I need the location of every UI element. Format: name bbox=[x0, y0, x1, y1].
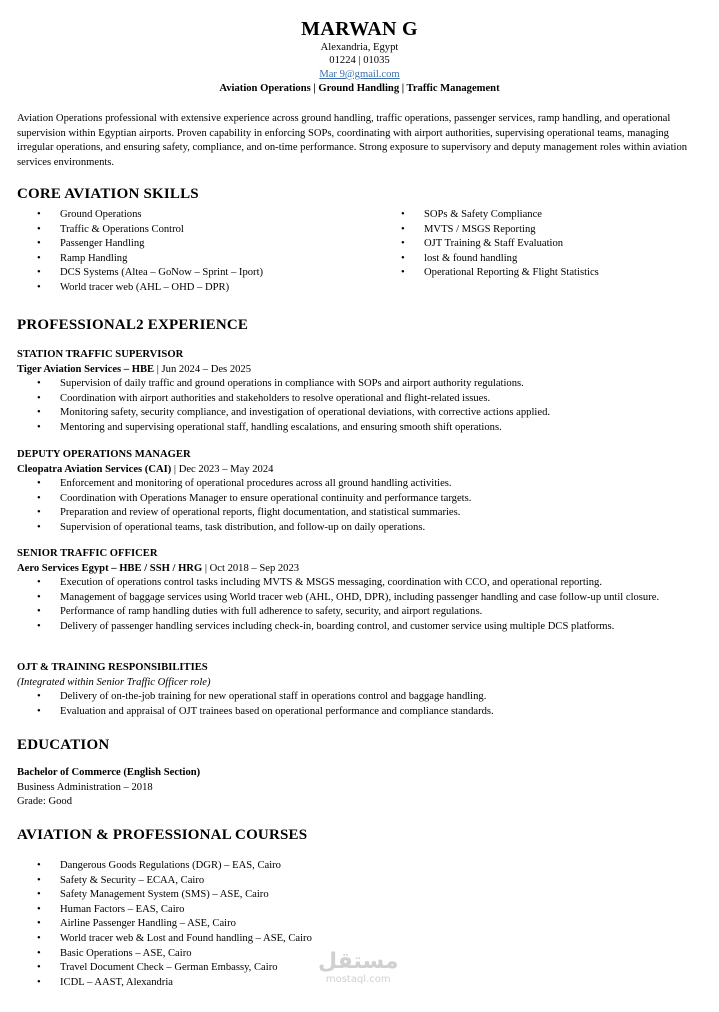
ojt-note: (Integrated within Senior Traffic Officer role) bbox=[17, 676, 211, 688]
course-item: • ICDL – AAST, Alexandria bbox=[17, 976, 703, 991]
skills-heading: CORE AVIATION SKILLS bbox=[17, 186, 199, 202]
duty-item: • Delivery of on-the-job training for new operational staff in operations control and baggage handling. bbox=[17, 690, 703, 705]
job-duties bbox=[17, 576, 703, 634]
ojt-title: OJT & TRAINING RESPONSIBILITIES bbox=[17, 662, 208, 673]
grade: Grade: Good bbox=[17, 796, 73, 808]
skill-item: • SOPs & Safety Compliance bbox=[381, 208, 701, 223]
duty-item: • Supervision of daily traffic and ground operations in compliance with SOPs and airport authority regulations. bbox=[17, 377, 703, 392]
job-entry bbox=[17, 547, 703, 635]
skills-list-right bbox=[381, 208, 701, 281]
job-duties bbox=[17, 477, 703, 535]
duty-item: • Supervision of operational teams, task distribution, and follow-up on daily operations. bbox=[17, 521, 703, 536]
skill-item: • lost & found handling bbox=[381, 252, 701, 267]
course-item: • Dangerous Goods Regulations (DGR) – EAS, Cairo bbox=[17, 859, 703, 874]
watermark-latin: mostaql.com bbox=[325, 974, 391, 985]
job-entry bbox=[17, 448, 703, 536]
duty-item: • Management of baggage services using World tracer web (AHL, OHD, DPR), including passenger handling and case follow-up until closure. bbox=[17, 591, 703, 606]
email-link[interactable]: Mar 9@gmail.com bbox=[319, 69, 400, 80]
job-dates: | Jun 2024 – Des 2025 bbox=[154, 363, 252, 375]
ojt-entry bbox=[17, 661, 703, 719]
skills-list-left bbox=[17, 208, 377, 296]
skill-item: • Ramp Handling bbox=[17, 252, 377, 267]
skill-item: • Operational Reporting & Flight Statistics bbox=[381, 266, 701, 281]
education-heading: EDUCATION bbox=[17, 737, 110, 753]
job-duties bbox=[17, 377, 703, 435]
courses-heading: AVIATION & PROFESSIONAL COURSES bbox=[17, 827, 308, 843]
duty-item: • Coordination with airport authorities and stakeholders to resolve operational and flight-related issues. bbox=[17, 392, 703, 407]
course-item: • World tracer web & Lost and Found handling – ASE, Cairo bbox=[17, 932, 703, 947]
watermark bbox=[318, 950, 398, 986]
duty-item: • Execution of operations control tasks including MVTS & MSGS messaging, coordination with CCO, and operational reporting. bbox=[17, 576, 703, 591]
phone-numbers: 01224 | 01035 bbox=[329, 55, 390, 66]
ojt-duties bbox=[17, 690, 703, 719]
location: Alexandria, Egypt bbox=[320, 42, 399, 53]
job-dates: | Dec 2023 – May 2024 bbox=[171, 463, 274, 475]
skill-item: • Ground Operations bbox=[17, 208, 377, 223]
course-item: • Basic Operations – ASE, Cairo bbox=[17, 947, 703, 962]
duty-item: • Preparation and review of operational reports, flight documentation, and statistical summaries. bbox=[17, 506, 703, 521]
job-entry bbox=[17, 348, 703, 436]
watermark-arabic: مستقل bbox=[318, 949, 399, 974]
duty-item: • Coordination with Operations Manager to ensure operational continuity and performance targets. bbox=[17, 492, 703, 507]
degree: Bachelor of Commerce (English Section) bbox=[17, 767, 201, 778]
skill-item: • MVTS / MSGS Reporting bbox=[381, 223, 701, 238]
job-title: STATION TRAFFIC SUPERVISOR bbox=[17, 349, 184, 360]
skill-item: • DCS Systems (Altea – GoNow – Sprint – Iport) bbox=[17, 266, 377, 281]
course-item: • Human Factors – EAS, Cairo bbox=[17, 903, 703, 918]
duty-item: • Enforcement and monitoring of operational procedures across all ground handling activities. bbox=[17, 477, 703, 492]
duty-item: • Delivery of passenger handling services including check-in, boarding control, and customer service using multiple DCS platforms. bbox=[17, 620, 703, 635]
duty-item: • Mentoring and supervising operational staff, handling escalations, and ensuring smooth shift operations. bbox=[17, 421, 703, 436]
job-title: DEPUTY OPERATIONS MANAGER bbox=[17, 449, 191, 460]
job-title: SENIOR TRAFFIC OFFICER bbox=[17, 548, 158, 559]
skill-item: • World tracer web (AHL – OHD – DPR) bbox=[17, 281, 377, 296]
skill-item: • Traffic & Operations Control bbox=[17, 223, 377, 238]
course-item: • Airline Passenger Handling – ASE, Cairo bbox=[17, 917, 703, 932]
candidate-name: MARWAN G bbox=[301, 18, 418, 40]
company-name: Tiger Aviation Services – HBE bbox=[17, 363, 155, 375]
headline: Aviation Operations | Ground Handling | Traffic Management bbox=[219, 83, 500, 94]
duty-item: • Evaluation and appraisal of OJT trainees based on operational performance and compliance standards. bbox=[17, 705, 703, 720]
duty-item: • Monitoring safety, security compliance, and investigation of operational deviations, with corrective actions applied. bbox=[17, 406, 703, 421]
skill-item: • Passenger Handling bbox=[17, 237, 377, 252]
education-entry bbox=[17, 766, 703, 810]
course-item: • Safety & Security – ECAA, Cairo bbox=[17, 874, 703, 889]
skill-item: • OJT Training & Staff Evaluation bbox=[381, 237, 701, 252]
company-name: Aero Services Egypt – HBE / SSH / HRG bbox=[17, 562, 203, 574]
job-dates: | Oct 2018 – Sep 2023 bbox=[202, 562, 300, 574]
duty-item: • Performance of ramp handling duties with full adherence to safety, security, and airport regulations. bbox=[17, 605, 703, 620]
company-name: Cleopatra Aviation Services (CAI) bbox=[17, 463, 172, 475]
course-item: • Safety Management System (SMS) – ASE, Cairo bbox=[17, 888, 703, 903]
experience-heading: PROFESSIONAL2 EXPERIENCE bbox=[17, 317, 249, 333]
field-of-study: Business Administration – 2018 bbox=[17, 781, 153, 793]
professional-summary: Aviation Operations professional with extensive experience across ground handling, traffic operations, passenger services, ramp handling, and operational supervision within Egyptian airports. Proven capability in enforcing SOPs, coordinating with airport authorities, supervising operational teams, managing irregular operations, and ensuring safety, compliance, and on-time performance. Strong exposure to supervisory and deputy management roles within aviation services environments. bbox=[17, 113, 688, 168]
course-item: • Travel Document Check – German Embassy, Cairo bbox=[17, 961, 703, 976]
